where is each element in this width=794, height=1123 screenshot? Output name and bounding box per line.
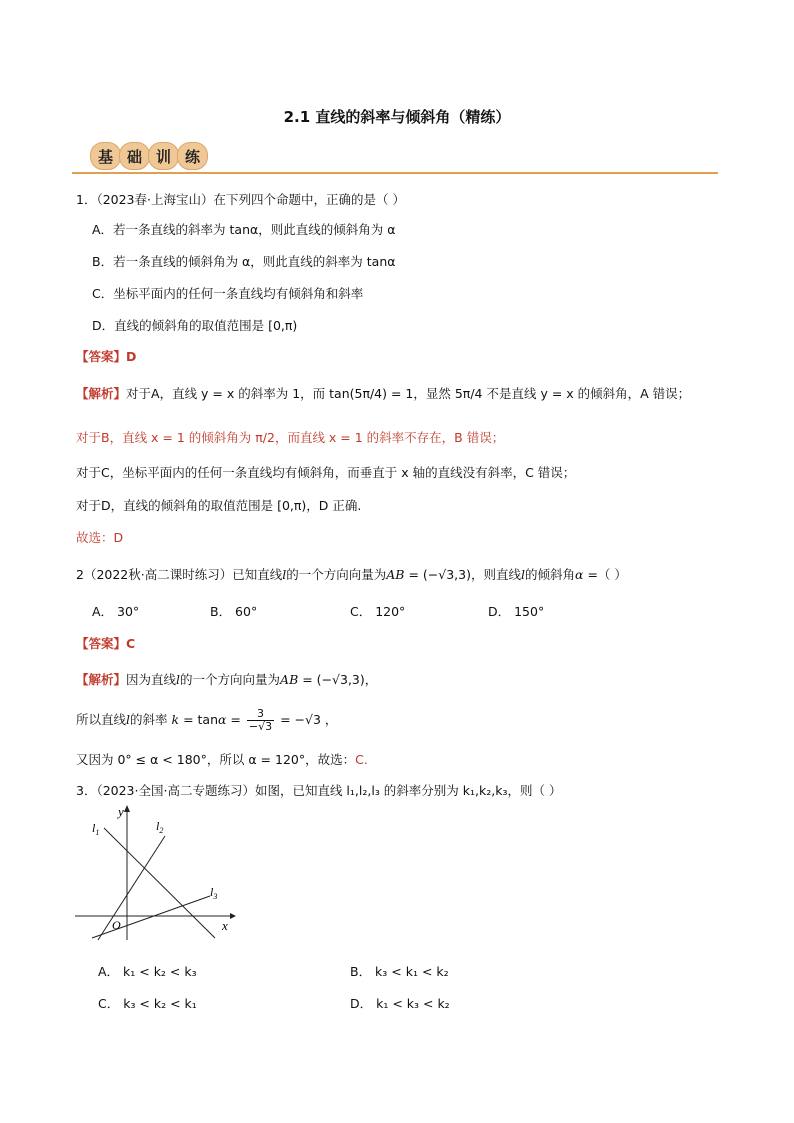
q2-stem-part: 的倾斜角 bbox=[525, 567, 576, 582]
analysis-text: 的斜率 bbox=[130, 712, 168, 728]
q3-figure bbox=[70, 800, 240, 945]
q1-analysis-line-3: 对于C，坐标平面内的任何一条直线均有倾斜角，而垂直于 x 轴的直线没有斜率，C 错误； bbox=[76, 465, 576, 480]
analysis-text: 又因为 0° ≤ α < 180°，所以 α = 120°，故选： bbox=[76, 752, 356, 767]
answer-tag: 【答案】 bbox=[76, 636, 127, 651]
q1-option-b: B．若一条直线的倾斜角为 α，则此直线的斜率为 tanα bbox=[92, 254, 396, 269]
var-l: l bbox=[126, 712, 131, 728]
line-l3 bbox=[92, 896, 210, 938]
y-axis-arrow bbox=[124, 805, 130, 812]
label-x: x bbox=[222, 918, 228, 933]
analysis-text: 所以直线 bbox=[76, 712, 127, 728]
q2-option-b: B． 60° bbox=[210, 604, 258, 619]
banner-char: 础 bbox=[119, 142, 150, 170]
var-l: l bbox=[176, 672, 181, 687]
q1-option-a: A．若一条直线的斜率为 tanα，则此直线的倾斜角为 α bbox=[92, 222, 396, 237]
section-divider bbox=[72, 172, 718, 174]
q1-stem: 1．（2023春·上海宝山）在下列四个命题中，正确的是（ ） bbox=[76, 192, 405, 207]
q1-option-c: C．坐标平面内的任何一条直线均有倾斜角和斜率 bbox=[92, 286, 364, 301]
banner-char: 基 bbox=[90, 142, 121, 170]
q1-analysis-line-2: 对于B，直线 x = 1 的倾斜角为 π/2，而直线 x = 1 的斜率不存在，B 错误； bbox=[76, 430, 505, 445]
var-l: l bbox=[282, 567, 287, 582]
analysis-tag: 【解析】 bbox=[76, 672, 127, 687]
label-l2: $l_2$ bbox=[156, 819, 164, 835]
q2-stem: 2（2022秋·高二课时练习）已知直线l的一个方向向量为AB = (−√3,3)，则直线l的倾斜角α =（ ） bbox=[76, 567, 627, 582]
q3-option-c: C． k₃ < k₂ < k₁ bbox=[98, 996, 197, 1011]
q3-option-a: A． k₁ < k₂ < k₃ bbox=[98, 964, 197, 979]
q1-analysis-line-5: 故选：D bbox=[76, 530, 124, 545]
page-title: 2.1 直线的斜率与倾斜角（精练） bbox=[283, 108, 511, 126]
fraction: $\frac{3}{-√3}$ bbox=[248, 707, 273, 734]
vector-ab: AB bbox=[280, 672, 299, 687]
q2-stem-part: （ ） bbox=[597, 567, 627, 582]
q1-option-d: D．直线的倾斜角的取值范围是 [0,π) bbox=[92, 318, 298, 333]
q2-stem-part: 2（2022秋·高二课时练习）已知直线 bbox=[76, 567, 283, 582]
var-alpha: α bbox=[575, 567, 584, 582]
analysis-text: 的一个方向向量为 bbox=[180, 672, 281, 687]
analysis-text: 对于A，直线 y = x 的斜率为 1，而 tan(5π/4) = 1，显然 5π/4 不是直线 y = x 的倾斜角，A 错误； bbox=[126, 386, 691, 401]
answer-value: D bbox=[126, 349, 137, 364]
q2-option-d: D． 150° bbox=[488, 604, 545, 619]
answer-tag: 【答案】 bbox=[76, 349, 127, 364]
q2-answer bbox=[76, 634, 135, 652]
analysis-text: 因为直线 bbox=[126, 672, 177, 687]
label-origin: O bbox=[112, 918, 121, 932]
answer-value: C bbox=[126, 636, 136, 651]
x-axis-arrow bbox=[230, 913, 236, 919]
label-l1: $l_1$ bbox=[92, 821, 100, 837]
analysis-tag: 【解析】 bbox=[76, 386, 127, 401]
q2-stem-part: 的一个方向向量为 bbox=[286, 567, 387, 582]
var-l: l bbox=[521, 567, 525, 582]
q1-analysis-line-4: 对于D，直线的倾斜角的取值范围是 [0,π)，D 正确. bbox=[76, 498, 362, 513]
q2-stem-part: ，则直线 bbox=[470, 567, 521, 582]
q1-answer bbox=[76, 347, 136, 365]
banner-char: 练 bbox=[177, 142, 208, 170]
q2-option-c: C． 120° bbox=[350, 604, 406, 619]
label-y: y bbox=[118, 804, 124, 819]
banner-char: 训 bbox=[148, 142, 179, 170]
q2-analysis-line-2: 所以直线l的斜率 k = tanα = $\frac{3}{-√3}$ = −√3 ， bbox=[76, 707, 338, 734]
q3-option-b: B． k₃ < k₁ < k₂ bbox=[350, 964, 449, 979]
q2-analysis-line-3 bbox=[76, 750, 368, 768]
q2-option-a: A． 30° bbox=[92, 604, 140, 619]
vector-ab: AB bbox=[386, 567, 405, 582]
q1-analysis-line-1 bbox=[76, 384, 690, 402]
q3-option-d: D． k₁ < k₃ < k₂ bbox=[350, 996, 450, 1011]
section-banner bbox=[90, 142, 206, 170]
label-l3: $l_3$ bbox=[210, 885, 218, 901]
q2-analysis-line-1: 【解析】因为直线l的一个方向向量为AB = (−√3,3)， bbox=[76, 672, 378, 687]
q3-stem: 3．（2023·全国·高二专题练习）如图，已知直线 l₁,l₂,l₃ 的斜率分别为 k₁,k₂,k₃，则（ ） bbox=[76, 783, 562, 798]
analysis-choice: C. bbox=[355, 752, 368, 767]
slope-formula: k bbox=[171, 712, 180, 728]
